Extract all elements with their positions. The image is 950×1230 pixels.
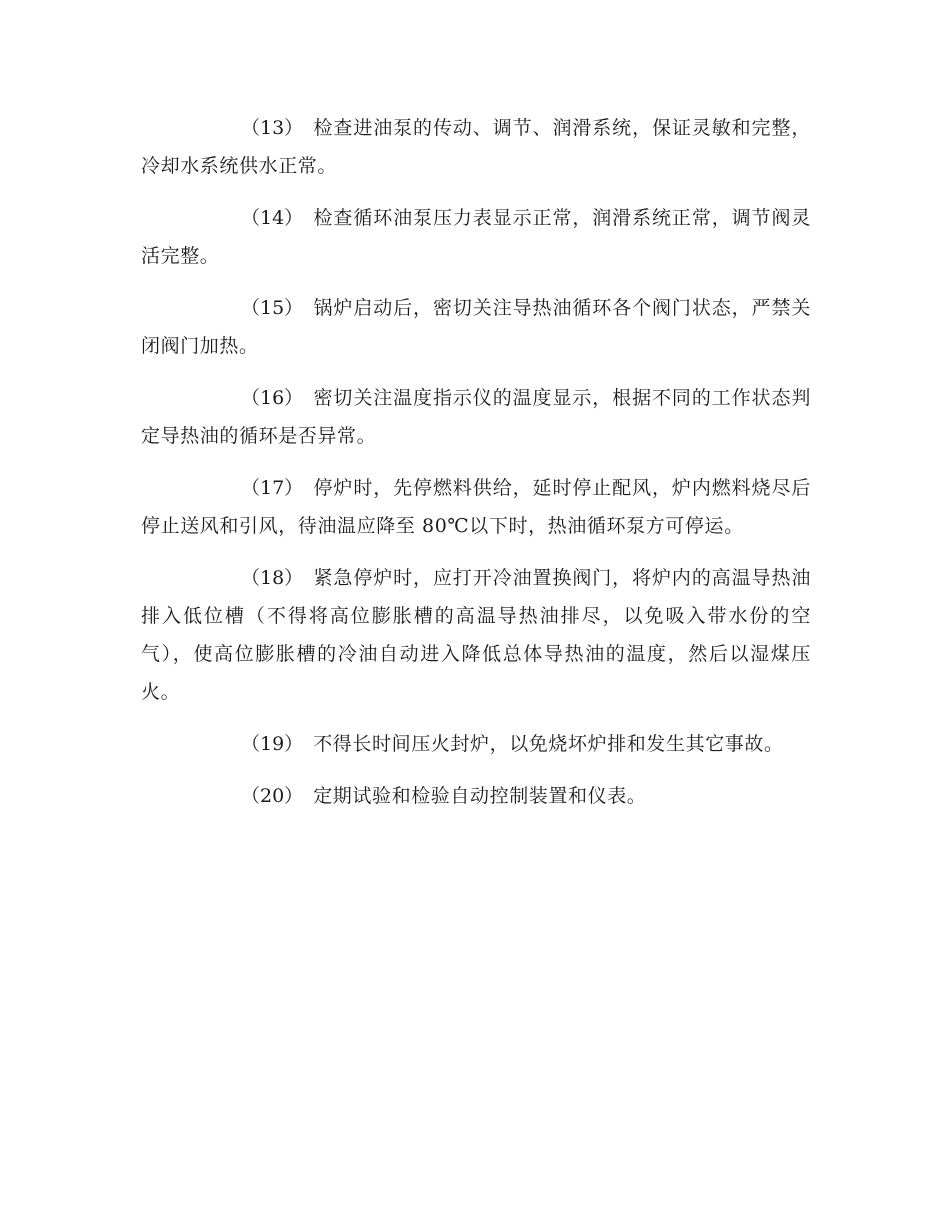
item-text: 停炉时，先停燃料供给，延时停止配风，炉内燃料烧尽后停止送风和引风，待油温应降至 80℃以下时，热油循环泵方可停运。	[141, 477, 811, 537]
item-number: （15）	[241, 297, 304, 319]
item-number: （13）	[241, 117, 304, 139]
item-number: （19）	[241, 733, 304, 755]
list-item	[141, 109, 811, 185]
item-number: （20）	[241, 785, 304, 807]
item-text: 不得长时间压火封炉，以免烧坏炉排和发生其它事故。	[313, 733, 784, 755]
item-text: 密切关注温度指示仪的温度显示，根据不同的工作状态判定导热油的循环是否异常。	[141, 387, 811, 447]
list-item	[141, 379, 811, 455]
list-item	[141, 289, 811, 365]
list-item	[141, 559, 811, 711]
item-text: 检查循环油泵压力表显示正常，润滑系统正常，调节阀灵活完整。	[141, 207, 811, 267]
document-body	[141, 109, 811, 829]
item-text: 检查进油泵的传动、调节、润滑系统，保证灵敏和完整，冷却水系统供水正常。	[141, 117, 811, 177]
item-number: （14）	[241, 207, 304, 229]
item-text: 紧急停炉时，应打开冷油置换阀门，将炉内的高温导热油排入低位槽（不得将高位膨胀槽的高温导热油排尽，以免吸入带水份的空气），使高位膨胀槽的冷油自动进入降低总体导热油的温度，然后以湿煤压火。	[141, 567, 811, 703]
item-number: （18）	[241, 567, 304, 589]
item-number: （16）	[241, 387, 304, 409]
item-text: 锅炉启动后，密切关注导热油循环各个阀门状态，严禁关闭阀门加热。	[141, 297, 811, 357]
item-number: （17）	[241, 477, 304, 499]
list-item	[141, 725, 811, 763]
item-text: 定期试验和检验自动控制装置和仪表。	[313, 785, 647, 807]
list-item	[141, 469, 811, 545]
list-item	[141, 199, 811, 275]
list-item	[141, 777, 811, 815]
